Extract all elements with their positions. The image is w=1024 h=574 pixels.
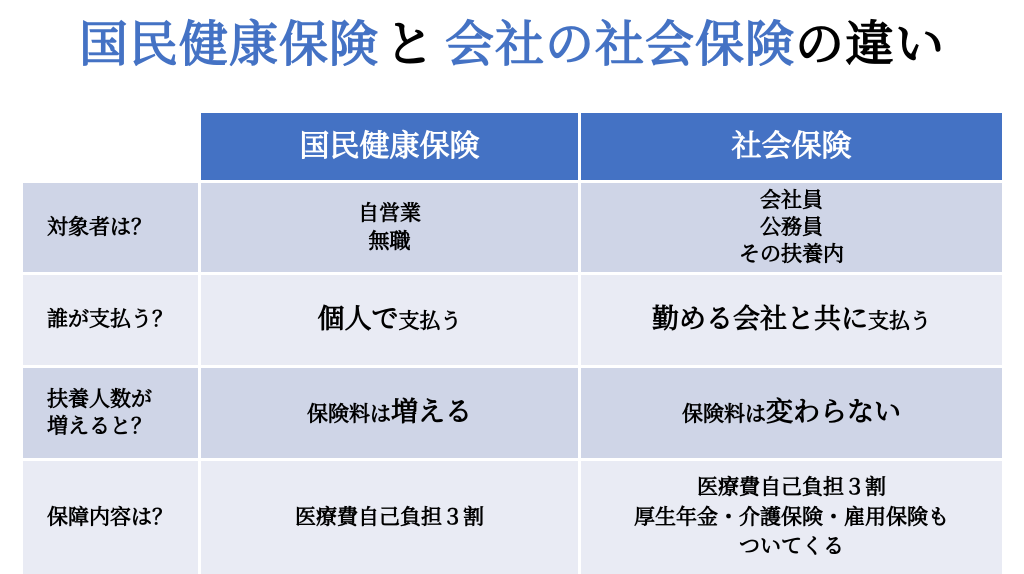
cell-line: 厚生年金・介護保険・雇用保険も — [634, 505, 949, 529]
title-suffix: の違い — [795, 18, 946, 72]
cell-text-small: 支払う — [398, 310, 462, 334]
cell-line — [307, 395, 472, 430]
cell-text-large: 変わらない — [766, 397, 901, 428]
cell-text-large: 増える — [391, 397, 472, 428]
cell-line: 自営業 — [358, 202, 421, 226]
row-label-payer: 誰が支払う？ — [23, 275, 198, 365]
row-label-dependents — [23, 368, 198, 458]
cell-line: ついてくる — [739, 535, 844, 559]
title-connector: と — [384, 18, 435, 72]
cell-dependents-shaho — [581, 368, 1002, 458]
label-line: 扶養人数が — [47, 387, 152, 411]
cell-line — [682, 395, 901, 430]
row-label-coverage: 保障内容は？ — [23, 461, 198, 574]
cell-text-small: 支払う — [868, 310, 931, 334]
cell-payer-kokuho — [201, 275, 578, 365]
header-cell-shaho: 社会保険 — [581, 113, 1002, 180]
cell-coverage-kokuho — [201, 461, 578, 574]
cell-line: 無職 — [368, 229, 411, 253]
cell-text-large: 勤める会社と共に — [652, 304, 868, 335]
title-shaho: 会社の社会保険 — [445, 18, 796, 72]
cell-line: 医療費自己負担３割 — [295, 505, 484, 529]
cell-line: 公務員 — [760, 215, 823, 239]
cell-target-kokuho — [201, 183, 578, 272]
page-title — [0, 6, 1024, 76]
cell-dependents-kokuho — [201, 368, 578, 458]
row-label-target: 対象者は？ — [23, 183, 198, 272]
header-spacer-cell — [23, 113, 198, 180]
cell-text-small: 保険料は — [682, 403, 766, 427]
cell-line — [318, 302, 462, 337]
title-kokuho: 国民健康保険 — [78, 18, 379, 72]
cell-coverage-shaho — [581, 461, 1002, 574]
cell-payer-shaho — [581, 275, 1002, 365]
cell-line: 会社員 — [760, 188, 823, 212]
cell-text-small: 保険料は — [307, 403, 391, 427]
cell-target-shaho — [581, 183, 1002, 272]
cell-line — [652, 302, 931, 337]
comparison-table — [23, 113, 1002, 574]
header-cell-kokuho: 国民健康保険 — [201, 113, 578, 180]
cell-text-large: 個人で — [317, 304, 399, 335]
label-line: 増えると？ — [47, 415, 152, 438]
cell-line: 医療費自己負担３割 — [697, 475, 886, 499]
cell-line: その扶養内 — [739, 243, 844, 267]
